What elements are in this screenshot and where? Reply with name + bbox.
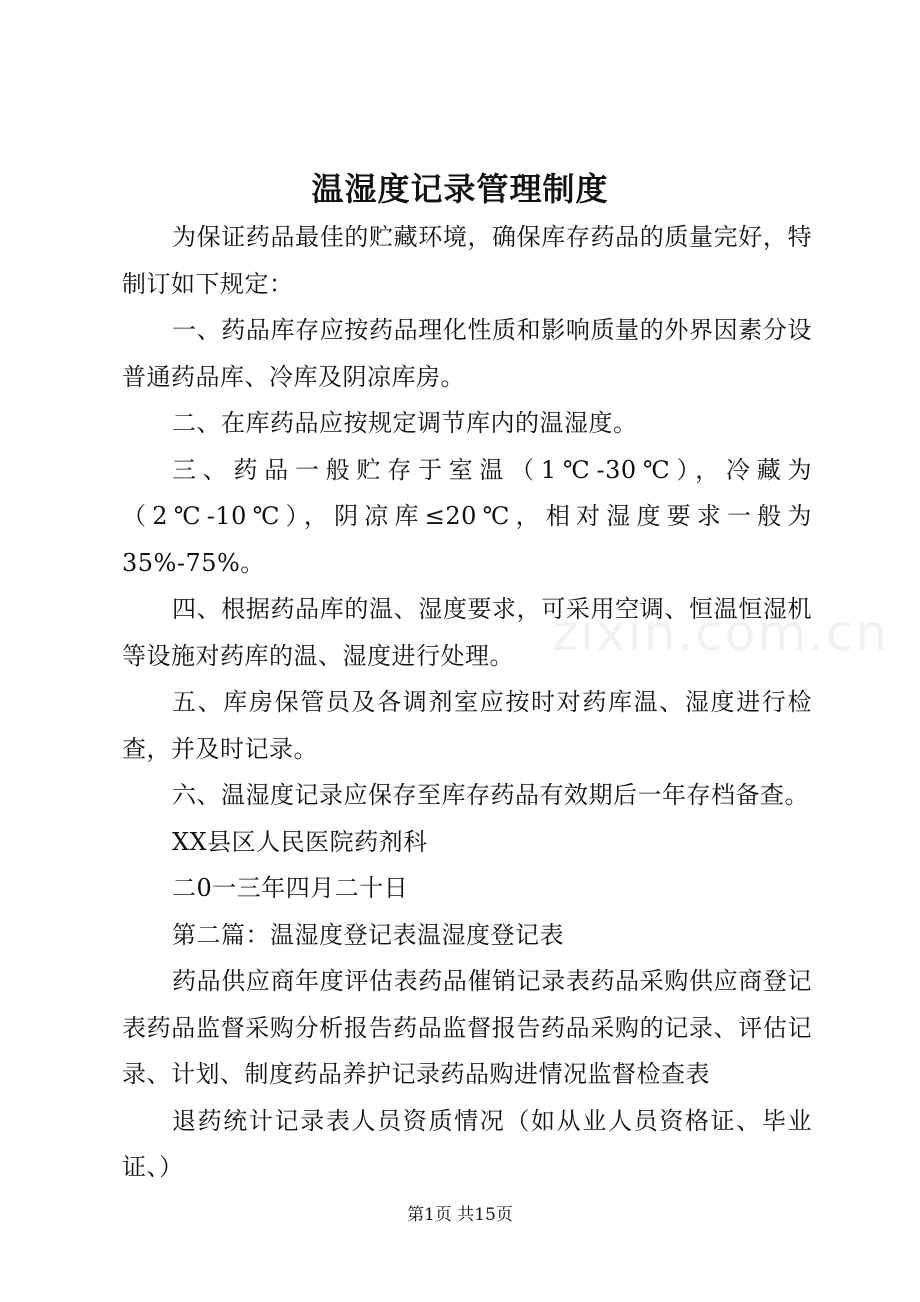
section-heading-part-two: 第二篇：温湿度登记表温湿度登记表	[172, 920, 564, 949]
watermark: zixin.com.cn	[552, 604, 890, 662]
document-title: 温湿度记录管理制度	[311, 170, 609, 208]
document-body	[122, 214, 812, 1191]
paragraph-rule-3: 三、药品一般贮存于室温（1℃-30℃），冷藏为（2℃-10℃），阴凉库≤20℃，相对湿度要求一般为35%-75%。	[122, 455, 812, 577]
signature-date: 二0一三年四月二十日	[172, 874, 409, 902]
paragraph-forms-list: 药品供应商年度评估表药品催销记录表药品采购供应商登记表药品监督采购分析报告药品监督报告药品采购的记录、评估记录、计划、制度药品养护记录药品购进情况监督检查表	[122, 967, 812, 1088]
paragraph-intro: 为保证药品最佳的贮藏环境，确保库存药品的质量完好，特制订如下规定：	[122, 223, 812, 298]
paragraph-rule-4: 四、根据药品库的温、湿度要求，可采用空调、恒温恒湿机等设施对药库的温、湿度进行处理。	[122, 595, 812, 670]
page-footer: 第1页 共15页	[407, 1205, 513, 1225]
paragraph-rule-5: 五、库房保管员及各调剂室应按时对药库温、湿度进行检查，并及时记录。	[122, 688, 812, 763]
paragraph-rule-1: 一、药品库存应按药品理化性质和影响质量的外界因素分设普通药品库、冷库及阴凉库房。	[122, 316, 812, 391]
signature-department: XX县区人民医院药剂科	[172, 827, 428, 856]
paragraph-rule-6: 六、温湿度记录应保存至库存药品有效期后一年存档备查。	[172, 781, 809, 809]
paragraph-forms-list-2: 退药统计记录表人员资质情况（如从业人员资格证、毕业证、）	[122, 1106, 812, 1181]
paragraph-rule-2: 二、在库药品应按规定调节库内的温湿度。	[172, 409, 638, 437]
